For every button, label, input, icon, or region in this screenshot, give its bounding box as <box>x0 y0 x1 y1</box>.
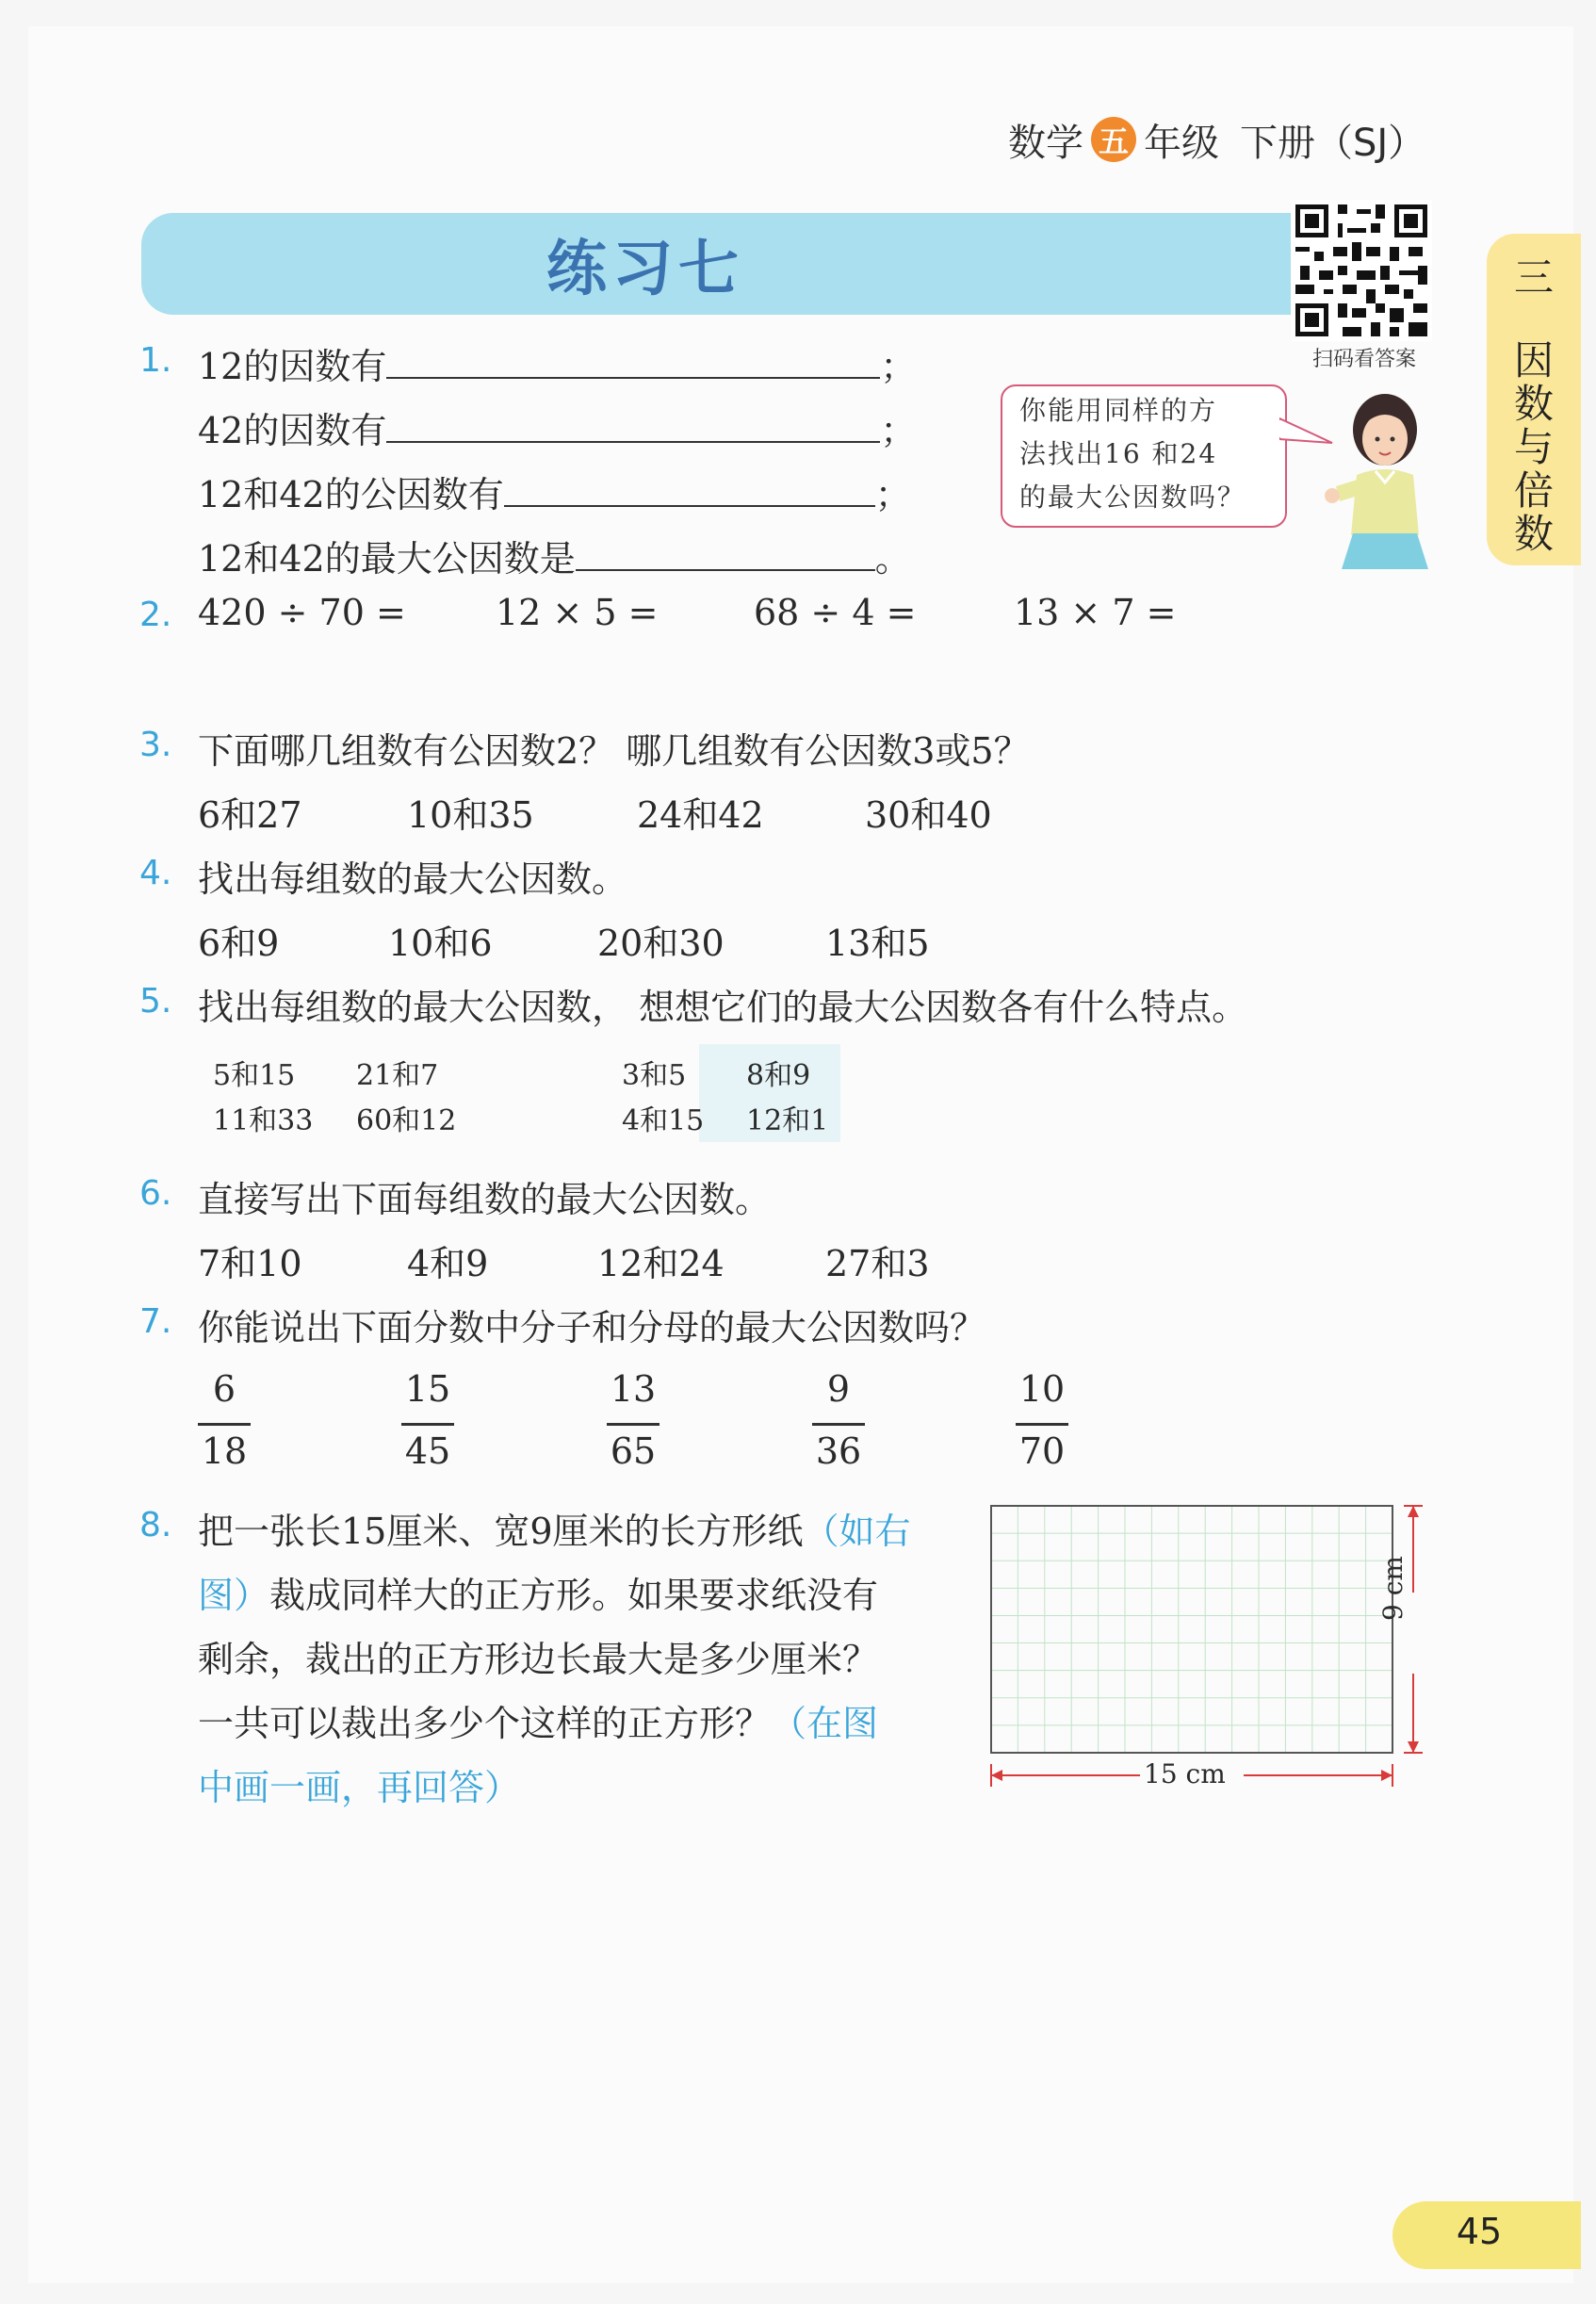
width-label: 15 cm <box>1144 1758 1226 1789</box>
fraction-denominator: 65 <box>610 1430 657 1472</box>
q1-punct: ； <box>880 410 917 451</box>
book-header <box>1008 111 1441 168</box>
question-text: 找出每组数的最大公因数， 想想它们的最大公因数各有什么特点。 <box>198 987 1248 1028</box>
number-pair: 12和1 <box>746 1104 829 1137</box>
question-text: 直接写出下面每组数的最大公因数。 <box>198 1179 772 1220</box>
number-pair: 30和40 <box>865 794 992 836</box>
number-pair: 10和6 <box>388 923 493 964</box>
paper-rectangle <box>991 1506 1392 1753</box>
number-pair: 27和3 <box>825 1243 930 1284</box>
question-number: 5. <box>139 982 172 1021</box>
q1-label: 42的因数有 <box>198 410 387 451</box>
number-pair: 13和5 <box>825 923 930 964</box>
qr-code-icon[interactable] <box>1291 200 1432 341</box>
fraction-numerator: 6 <box>212 1368 236 1410</box>
height-label: 9 cm <box>1377 1556 1409 1621</box>
number-pair: 7和10 <box>198 1243 302 1284</box>
arithmetic-item: 68 ÷ 4 = <box>754 592 917 633</box>
number-pair: 6和27 <box>198 794 302 836</box>
number-pair: 24和42 <box>637 794 764 836</box>
fraction-denominator: 45 <box>404 1430 451 1472</box>
q8-text: 裁成同样大的正方形。如果要求纸没有 <box>269 1575 879 1616</box>
page-number: 45 <box>1456 2211 1503 2252</box>
q8-line <box>198 1758 520 1810</box>
q1-line <box>198 466 911 517</box>
answer-blank[interactable] <box>386 347 880 379</box>
speech-line: 法找出16 和24 <box>1019 438 1218 469</box>
q1-line <box>198 530 911 581</box>
speech-line: 你能用同样的方 <box>1019 395 1218 426</box>
number-pair: 5和15 <box>213 1059 296 1092</box>
q8-line <box>198 1694 878 1746</box>
question-number: 4. <box>139 854 172 892</box>
q1-punct: ； <box>880 346 917 387</box>
q1-punct: ； <box>874 474 911 515</box>
fraction-bar <box>812 1423 865 1426</box>
fraction-bar <box>1016 1423 1068 1426</box>
number-pair: 10和35 <box>407 794 534 836</box>
q8-line <box>198 1502 911 1554</box>
number-pair: 60和12 <box>356 1104 457 1137</box>
number-pair: 8和9 <box>746 1059 811 1092</box>
question-number: 7. <box>139 1302 172 1341</box>
number-pair: 20和30 <box>597 923 725 964</box>
question-number: 2. <box>139 596 172 634</box>
question-text: 你能说出下面分数中分子和分母的最大公因数吗？ <box>198 1307 986 1348</box>
number-pair: 11和33 <box>213 1104 314 1137</box>
fraction-denominator: 18 <box>201 1430 248 1472</box>
fraction-bar <box>401 1423 454 1426</box>
q8-hint: 图） <box>198 1575 270 1616</box>
fraction-bar <box>607 1423 660 1426</box>
side-tab-char: 数 <box>1513 381 1554 427</box>
number-pair: 12和24 <box>597 1243 725 1284</box>
answer-blank[interactable] <box>386 411 880 443</box>
header-subject: 数学 <box>1008 121 1083 165</box>
number-pair: 21和7 <box>356 1059 439 1092</box>
question-text: 下面哪几组数有公因数2？ 哪几组数有公因数3或5？ <box>198 730 1030 772</box>
q1-line <box>198 401 916 453</box>
grade-badge: 五 <box>1091 117 1136 162</box>
page-title: 练习七 <box>546 234 744 304</box>
q8-text: 一共可以裁出多少个这样的正方形？ <box>198 1703 772 1744</box>
fraction-denominator: 70 <box>1018 1430 1066 1472</box>
question-number: 8. <box>139 1506 172 1544</box>
header-grade-suffix: 年级 <box>1144 121 1219 165</box>
number-pair: 4和9 <box>407 1243 489 1284</box>
number-pair: 4和15 <box>622 1104 705 1137</box>
arithmetic-item: 12 × 5 = <box>496 592 659 633</box>
question-number: 1. <box>139 341 172 380</box>
fraction-numerator: 13 <box>610 1368 657 1410</box>
question-text: 找出每组数的最大公因数。 <box>198 858 628 900</box>
q1-punct: 。 <box>874 538 911 580</box>
girl-illustration <box>1298 384 1449 573</box>
side-tab-char: 与 <box>1513 424 1554 470</box>
q1-label: 12和42的最大公因数是 <box>198 538 576 580</box>
number-pair: 6和9 <box>198 923 280 964</box>
q8-text: 剩余，裁出的正方形边长最大是多少厘米？ <box>198 1639 879 1680</box>
side-tab-char: 因 <box>1513 337 1554 384</box>
side-tab-char: 倍 <box>1513 467 1554 514</box>
header-volume: 下册（SJ） <box>1240 121 1426 165</box>
fraction-bar <box>198 1423 251 1426</box>
fraction-numerator: 15 <box>404 1368 451 1410</box>
answer-blank[interactable] <box>504 475 875 507</box>
speech-line: 的最大公因数吗？ <box>1019 482 1246 513</box>
q8-line <box>198 1630 878 1682</box>
q1-label: 12和42的公因数有 <box>198 474 504 515</box>
q1-label: 12的因数有 <box>198 346 387 387</box>
question-number: 6. <box>139 1174 172 1213</box>
fraction-numerator: 10 <box>1018 1368 1066 1410</box>
number-pair: 3和5 <box>622 1059 687 1092</box>
q8-text: 把一张长15厘米、宽9厘米的长方形纸 <box>198 1511 804 1552</box>
q8-line <box>198 1566 878 1618</box>
fraction-denominator: 36 <box>815 1430 862 1472</box>
q8-hint: 中画一画，再回答） <box>198 1767 521 1808</box>
q8-hint: （在图 <box>771 1703 879 1744</box>
arithmetic-item: 13 × 7 = <box>1014 592 1177 633</box>
side-tab-char: 数 <box>1513 511 1554 557</box>
answer-blank[interactable] <box>576 539 875 571</box>
fraction-numerator: 9 <box>826 1368 851 1410</box>
side-tab-chapter-number: 三 <box>1513 254 1554 301</box>
question-number: 3. <box>139 726 172 764</box>
qr-caption: 扫码看答案 <box>1311 348 1416 371</box>
q8-hint: （如右 <box>803 1511 911 1552</box>
arithmetic-item: 420 ÷ 70 = <box>198 592 406 633</box>
q1-line <box>198 337 916 389</box>
